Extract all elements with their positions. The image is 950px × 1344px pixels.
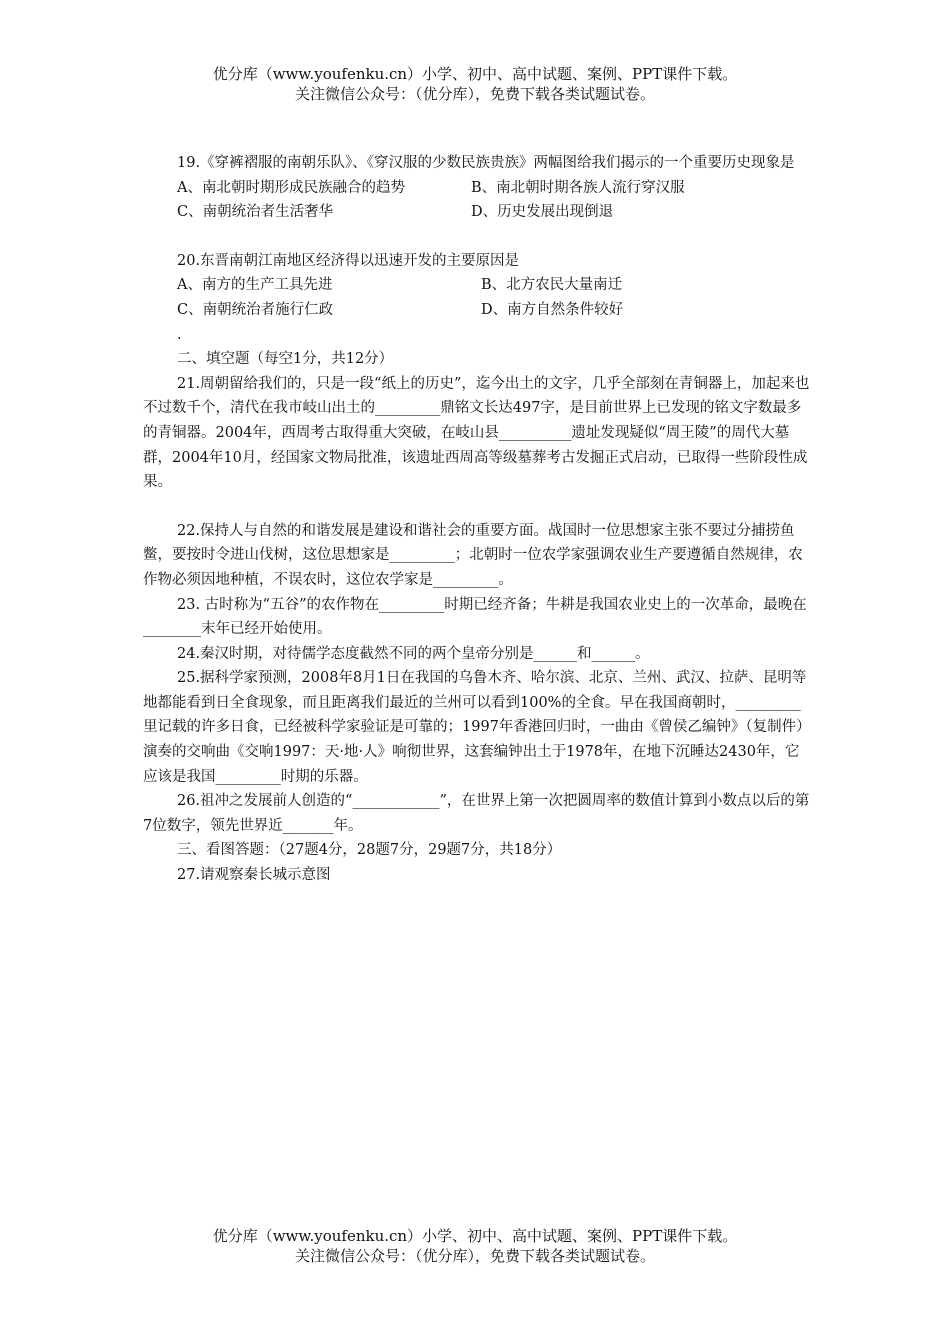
- question-20-options-row-2: [143, 298, 811, 323]
- q20-option-d: D、南方自然条件较好: [481, 301, 624, 318]
- question-24: 24.秦汉时期，对待儒学态度截然不同的两个皇帝分别是______和______。: [177, 645, 650, 662]
- question-26: 26.祖冲之发展前人创造的“____________”，在世界上第一次把圆周率的数值计算到小数点以后的第7位数字，领先世界近_______年。: [143, 793, 810, 834]
- question-20-options-row-1: [143, 273, 811, 298]
- q19-option-d: D、历史发展出现倒退: [471, 204, 614, 221]
- q20-option-a: A、南方的生产工具先进: [177, 277, 333, 294]
- question-19-stem: 19.《穿裤褶服的南朝乐队》、《穿汉服的少数民族贵族》两幅图给我们揭示的一个重要历史现象是: [177, 155, 795, 171]
- question-19-options-row-2: [143, 200, 811, 225]
- header-line-1: 优分库（www.youfenku.cn）小学、初中、高中试题、案例、PPT课件下载。: [212, 65, 738, 83]
- footer-line-2: 关注微信公众号：（优分库），免费下载各类试题试卷。: [294, 1247, 655, 1265]
- question-25: 25.据科学家预测，2008年8月1日在我国的乌鲁木齐、哈尔滨、北京、兰州、武汉、拉萨、昆明等地都能看到日全食现象，而且距离我们最近的兰州可以看到100%的全食。早在我国商朝时，_________里记载的许多日食，已经被科学家验证是可靠的；1997年香港回归时，一曲由《曾侯乙编钟》（复制件）演奏的交响曲《交响1997：天·地·人》响彻世界，这套编钟出土于1978年，在地下沉睡达2430年，它应该是我国_________时期的乐器。: [143, 670, 811, 785]
- question-19-options-row-1: [143, 176, 811, 201]
- page-header: [0, 64, 950, 104]
- exam-body: [143, 151, 811, 888]
- section-3-heading: 三、看图答题：（27题4分，28题7分，29题7分，共18分）: [177, 842, 562, 859]
- question-27: 27.请观察秦长城示意图: [177, 867, 331, 884]
- q19-option-c: C、南朝统治者生活奢华: [177, 204, 334, 221]
- q19-option-a: A、南北朝时期形成民族融合的趋势: [177, 179, 405, 196]
- footer-line-1: 优分库（www.youfenku.cn）小学、初中、高中试题、案例、PPT课件下载。: [212, 1227, 738, 1245]
- page-footer: [0, 1226, 950, 1266]
- question-23: 23. 古时称为“五谷”的农作物在_________时期已经齐备；牛耕是我国农业史上的一次革命，最晚在________末年已经开始使用。: [143, 596, 807, 638]
- q20-option-b: B、北方农民大量南迁: [481, 277, 623, 294]
- question-20-stem: 20.东晋南朝江南地区经济得以迅速开发的主要原因是: [177, 252, 520, 269]
- section-2-heading: 二、填空题（每空1分，共12分）: [177, 351, 394, 368]
- q19-option-b: B、南北朝时期各族人流行穿汉服: [471, 179, 685, 196]
- question-22: 22.保持人与自然的和谐发展是建设和谐社会的重要方面。战国时一位思想家主张不要过分捕捞鱼鳖，要按时令进山伐树，这位思想家是_________；北朝时一位农学家强调农业生产要遵循自然规律，农作物必须因地种植，不误农时，这位农学家是_________。: [143, 522, 803, 588]
- q20-option-c: C、南朝统治者施行仁政: [177, 301, 334, 318]
- header-line-2: 关注微信公众号：（优分库），免费下载各类试题试卷。: [294, 85, 655, 103]
- stray-dot: .: [177, 326, 182, 343]
- question-21: 21.周朝留给我们的，只是一段“纸上的历史”，迄今出土的文字，几乎全部刻在青铜器上，加起来也不过数千个，清代在我市岐山出土的_________鼎铭文长达497字，是目前世界上已发现的铭文字数最多的青铜器。2004年，西周考古取得重大突破，在岐山县__________遗址发现疑似“周王陵”的周代大墓群，2004年10月，经国家文物局批准，该遗址西周高等级墓葬考古发掘正式启动，已取得一些阶段性成果。: [143, 375, 810, 491]
